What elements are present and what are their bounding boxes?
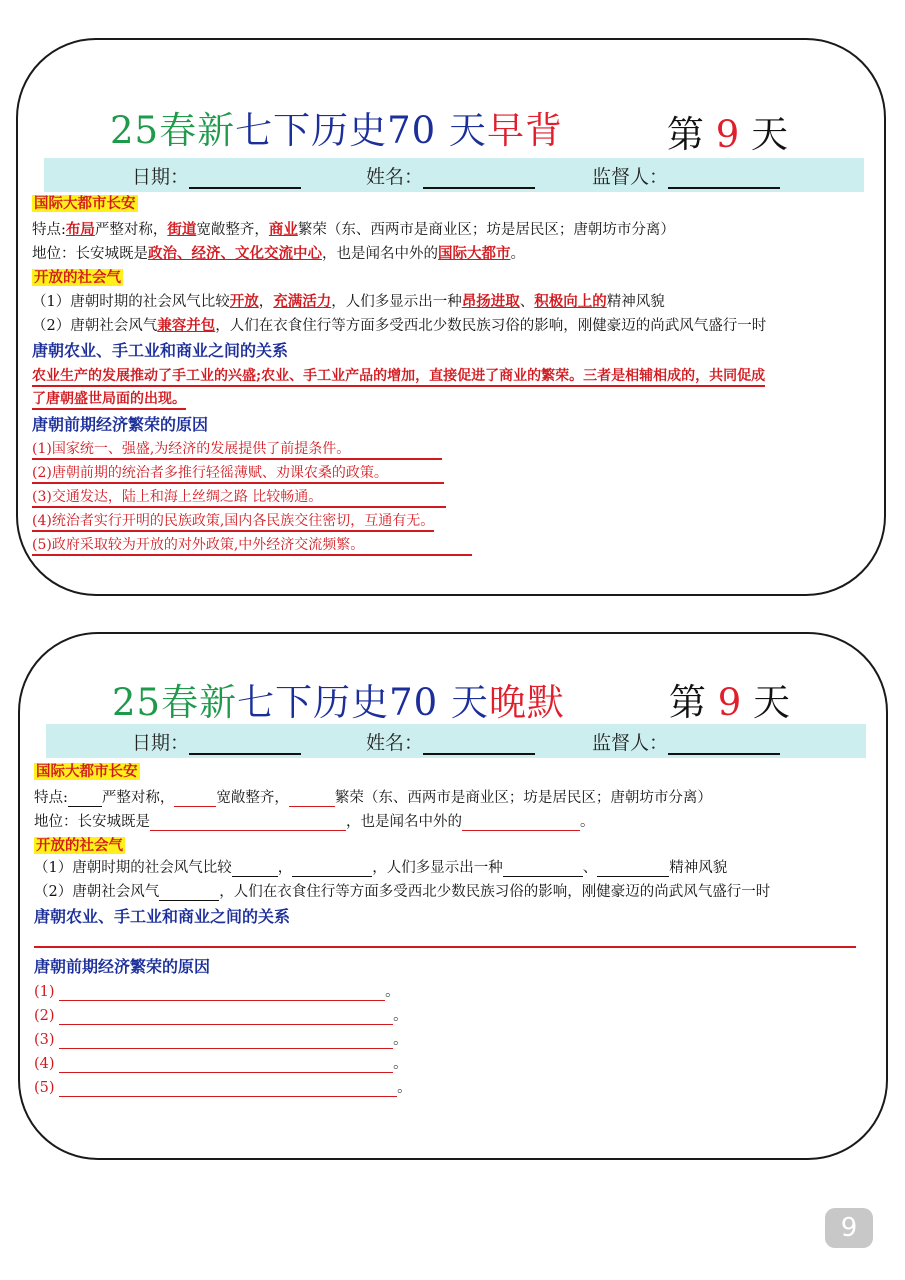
fill-blank[interactable] <box>59 986 385 1001</box>
section-heading-changan: 国际大都市长安 <box>34 195 136 212</box>
evening-dictation-card <box>18 632 888 1160</box>
fill-blank[interactable] <box>232 862 278 877</box>
section-heading-prosperity: 唐朝前期经济繁荣的原因 <box>32 415 209 434</box>
day-label: 第 9 天 <box>666 113 788 156</box>
section-heading-open-society: 开放的社会气 <box>36 837 123 854</box>
fill-blank[interactable] <box>59 1034 393 1049</box>
reason-item: (1)国家统一、强盛,为经济的发展提供了前提条件。 <box>32 438 442 460</box>
title-part-mode: 早背 <box>486 109 563 152</box>
open-society-point-2: （2）唐朝社会风气 ，人们在衣食住行等方面多受西北少数民族习俗的影响，刚健豪迈的尚武风气盛行一时 <box>34 884 771 900</box>
section-heading-changan: 国际大都市长安 <box>36 763 138 780</box>
relation-text-line-2: 了唐朝盛世局面的出现。 <box>32 388 186 410</box>
day-number: 9 <box>715 113 740 156</box>
card-title <box>112 672 565 726</box>
fill-blank[interactable] <box>289 792 335 807</box>
reason-item: (3)交通发达，陆上和海上丝绸之路 比较畅通。 <box>32 486 446 508</box>
fill-blank[interactable] <box>503 862 583 877</box>
date-field[interactable]: 日期： <box>132 162 301 189</box>
section-heading-prosperity: 唐朝前期经济繁荣的原因 <box>34 957 211 976</box>
open-society-point-1: （1）唐朝时期的社会风气比较开放，充满活力，人们多显示出一种昂扬进取、积极向上的精神风貌 <box>32 293 665 310</box>
open-society-point-1: （1）唐朝时期的社会风气比较 ， ，人们多显示出一种 、 精神风貌 <box>34 860 728 876</box>
relation-answer-line[interactable] <box>34 946 856 948</box>
status-line: 地位：长安城既是 ，也是闻名中外的 。 <box>34 814 595 830</box>
section-heading-relation: 唐朝农业、手工业和商业之间的关系 <box>32 341 289 360</box>
title-part-course: 七下历史70 天 <box>237 681 489 724</box>
reason-item: (4)统治者实行开明的民族政策,国内各民族交往密切，互通有无。 <box>32 510 434 532</box>
morning-review-card <box>16 38 886 596</box>
info-bar <box>44 158 864 192</box>
supervisor-field[interactable]: 监督人： <box>592 162 780 189</box>
section-heading-open-society: 开放的社会气 <box>34 269 121 286</box>
name-field[interactable]: 姓名： <box>366 728 535 755</box>
reason-item: (5)政府采取较为开放的对外政策,中外经济交流频繁。 <box>32 534 472 556</box>
page-number-badge: 9 <box>825 1208 873 1248</box>
day-number: 9 <box>717 681 742 724</box>
section-heading-relation: 唐朝农业、手工业和商业之间的关系 <box>34 907 291 926</box>
reason-answer-row: (1) 。 <box>34 984 400 1000</box>
reason-answer-row: (5) 。 <box>34 1080 412 1096</box>
features-line: 特点: 严整对称， 宽敞整齐， 繁荣（东、西两市是商业区；坊是居民区；唐朝坊市分离） <box>34 790 712 806</box>
card-title <box>110 100 563 154</box>
fill-blank[interactable] <box>292 862 372 877</box>
title-part-season: 25春新 <box>110 109 236 152</box>
fill-blank[interactable] <box>59 1082 397 1097</box>
status-line: 地位：长安城既是政治、经济、文化交流中心，也是闻名中外的国际大都市。 <box>32 245 525 262</box>
title-part-course: 七下历史70 天 <box>235 109 487 152</box>
title-part-season: 25春新 <box>112 681 238 724</box>
fill-blank[interactable] <box>159 886 219 901</box>
reason-answer-row: (4) 。 <box>34 1056 408 1072</box>
reason-answer-row: (2) 。 <box>34 1008 408 1024</box>
fill-blank[interactable] <box>597 862 669 877</box>
title-part-mode: 晚默 <box>488 681 565 724</box>
open-society-point-2: （2）唐朝社会风气兼容并包，人们在衣食住行等方面多受西北少数民族习俗的影响，刚健豪迈的尚武风气盛行一时 <box>32 317 767 334</box>
fill-blank[interactable] <box>174 792 216 807</box>
date-field[interactable]: 日期： <box>132 728 301 755</box>
reason-item: (2)唐朝前期的统治者多推行轻徭薄赋、劝课农桑的政策。 <box>32 462 444 484</box>
info-bar <box>46 724 866 758</box>
relation-text-line-1: 农业生产的发展推动了手工业的兴盛;农业、手工业产品的增加，直接促进了商业的繁荣。三者是相辅相成的，共同促成 <box>32 365 765 387</box>
fill-blank[interactable] <box>59 1058 393 1073</box>
fill-blank[interactable] <box>462 816 580 831</box>
features-line: 特点:布局严整对称，街道宽敞整齐，商业繁荣（东、西两市是商业区；坊是居民区；唐朝坊市分离） <box>32 221 675 238</box>
supervisor-field[interactable]: 监督人： <box>592 728 780 755</box>
name-field[interactable]: 姓名： <box>366 162 535 189</box>
day-label: 第 9 天 <box>668 681 790 724</box>
fill-blank[interactable] <box>150 816 346 831</box>
fill-blank[interactable] <box>68 792 102 807</box>
fill-blank[interactable] <box>59 1010 393 1025</box>
reason-answer-row: (3) 。 <box>34 1032 408 1048</box>
